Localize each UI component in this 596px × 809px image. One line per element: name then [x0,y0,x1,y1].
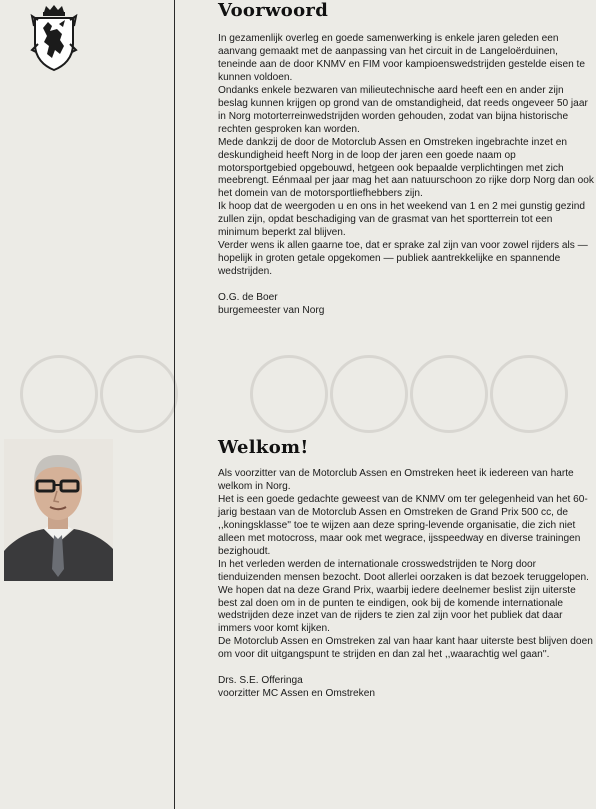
section-heading-welkom: Welkom! [218,437,309,458]
paragraph: Het is een goede gedachte geweest van de KNMV om ter gelegenheid van het 60-jarig bestaan van de Motorclub Assen en Omstreken de Grand Prix 500 cc, de ,,koningsklasse'' toe te wijzen aan deze spring-levende organisatie, die zich niet alleen met motocross, maar ook met wegrace, ijsspeedway en diverse trainingen bezighoudt. [218,493,588,557]
coat-of-arms-icon [30,4,78,72]
welkom-body [218,468,594,701]
signature-name: O.G. de Boer [218,292,278,304]
paragraph: Ondanks enkele bezwaren van milieutechnische aard heeft een en ander zijn beslag kunnen krijgen op grond van de omstandigheid, dat reeds ongeveer 50 jaar in Norg motorterreinwedstrijden worden gehouden, zodat van bijna historische rechten gesproken kan worden. [218,84,588,135]
paragraph: Mede dankzij de door de Motorclub Assen en Omstreken ingebrachte inzet en deskundigheid heeft Norg in de loop der jaren een goede naam op motorsportgebied opgebouwd, hetgeen ook bepaalde verplichtingen met zich meebrengt. Eénmaal per jaar mag het aan natuurschoon zo rijke dorp Norg dan ook het domein van de motorsportliefhebbers zijn. [218,136,594,200]
paragraph: De Motorclub Assen en Omstreken zal van haar kant haar uiterste best blijven doen om voor dit uitgangspunt te strijden en dan zal het ,,waarachtig wel gaan''. [218,636,593,661]
portrait-photo [4,439,113,581]
paragraph: In gezamenlijk overleg en goede samenwerking is enkele jaren geleden een aanvang gemaakt met de aanpassing van het circuit in de Langeloërduinen, teneinde aan de door KNMV en FIM voor kampioenswedstrijden gestelde eisen te kunnen voldoen. [218,33,585,83]
paragraph: In het verleden werden de internationale crosswedstrijden te Norg door tienduizenden mensen bezocht. Doot allerlei oorzaken is dat bezoek teruggelopen. [218,558,589,583]
signature-name: Drs. S.E. Offeringa [218,675,303,687]
section-heading-voorwoord: Voorwoord [218,0,329,21]
paragraph: Als voorzitter van de Motorclub Assen en Omstreken heet ik iedereen van harte welkom in Norg. [218,468,574,492]
signature-title: voorzitter MC Assen en Omstreken [218,688,375,700]
voorwoord-body [218,33,594,318]
signature-title: burgemeester van Norg [218,305,325,316]
vertical-rule [174,0,175,809]
paragraph: Verder wens ik allen gaarne toe, dat er sprake zal zijn van voor zowel rijders als — hopelijk in groten getale opgekomen — publiek aantrekkelijke en spannende wedstrijden. [218,240,588,278]
paragraph: Ik hoop dat de weergoden u en ons in het weekend van 1 en 2 mei gunstig gezind zullen zijn, opdat beschadiging van de grasmat van het sportterrein tot een minimum beperkt zal blijven. [218,201,586,239]
paragraph: We hopen dat na deze Grand Prix, waarbij iedere deelnemer beslist zijn uiterste best zal doen om in de punten te eindigen, ook bij de komende internationale wedstrijden deze inzet van de rijders te zien zal zijn voor het publiek dat daar immers voor komt kijken. [218,584,576,635]
